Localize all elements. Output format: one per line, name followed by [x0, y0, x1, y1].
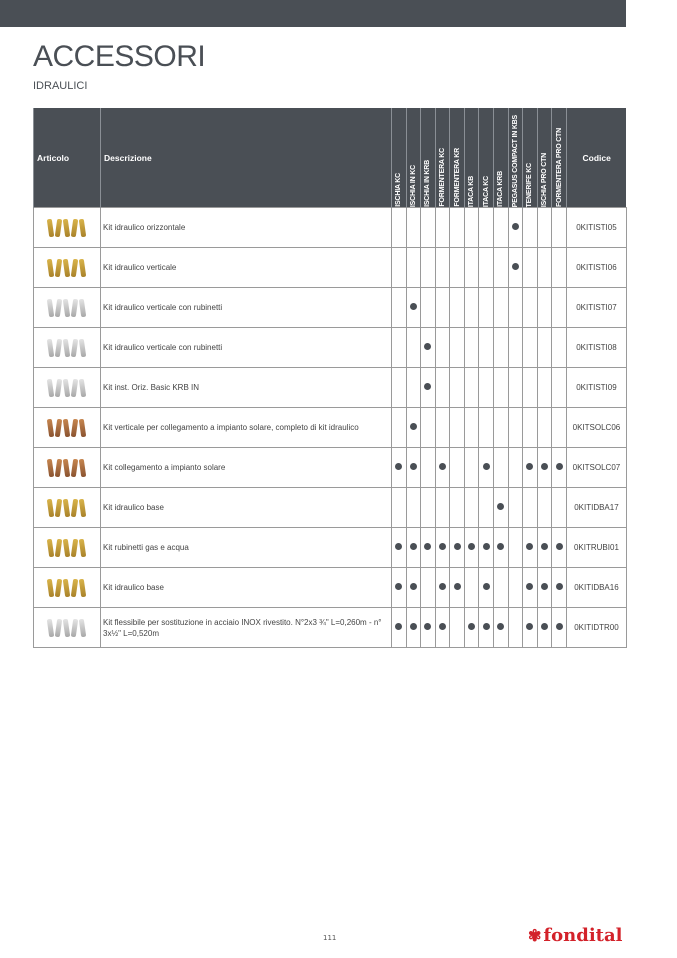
compatibility-cell: [392, 528, 407, 568]
compatibility-cell: [494, 288, 509, 328]
compatibility-cell: [464, 488, 479, 528]
product-code: 0KITSOLC06: [566, 408, 626, 448]
compatibility-cell: [537, 528, 552, 568]
compatibility-cell: [537, 488, 552, 528]
table-row: [34, 488, 627, 528]
compatibility-cell: [552, 528, 567, 568]
table-row: [34, 608, 627, 648]
compatibility-cell: [508, 328, 523, 368]
table-row: [34, 368, 627, 408]
product-image-placeholder: [42, 375, 92, 401]
compatibility-cell: [450, 568, 465, 608]
compatibility-cell: [421, 288, 436, 328]
compatibility-cell: [479, 248, 494, 288]
product-image-placeholder: [42, 215, 92, 241]
compatibility-cell: [523, 288, 538, 328]
compatible-dot-icon: [483, 543, 490, 550]
compatible-dot-icon: [526, 463, 533, 470]
compatibility-cell: [450, 448, 465, 488]
compatible-dot-icon: [439, 463, 446, 470]
compatibility-cell: [508, 528, 523, 568]
compatible-dot-icon: [424, 343, 431, 350]
column-header-model: [464, 108, 479, 208]
compatible-dot-icon: [454, 583, 461, 590]
compatibility-cell: [508, 488, 523, 528]
model-label: FORMENTERA PRO CTN: [555, 128, 563, 207]
product-image-placeholder: [42, 535, 92, 561]
table-row: [34, 208, 627, 248]
product-code: 0KITISTI05: [566, 208, 626, 248]
model-label: ISCHIA IN KRB: [424, 160, 432, 207]
compatibility-cell: [421, 488, 436, 528]
compatible-dot-icon: [410, 543, 417, 550]
compatibility-cell: [392, 568, 407, 608]
compatibility-cell: [552, 488, 567, 528]
compatible-dot-icon: [410, 303, 417, 310]
column-header-model: [435, 108, 450, 208]
compatibility-cell: [450, 248, 465, 288]
compatible-dot-icon: [556, 543, 563, 550]
compatibility-cell: [464, 208, 479, 248]
product-code: 0KITISTI09: [566, 368, 626, 408]
product-description: Kit flessibile per sostituzione in acciaio INOX rivestito. N°2x3 ¾" L=0,260m - n° 3x½" L=0,520m: [101, 608, 392, 648]
compatibility-cell: [406, 408, 421, 448]
compatible-dot-icon: [526, 583, 533, 590]
compatibility-cell: [392, 488, 407, 528]
compatibility-cell: [421, 528, 436, 568]
compatibility-cell: [523, 208, 538, 248]
compatibility-cell: [435, 208, 450, 248]
compatibility-cell: [464, 448, 479, 488]
brand-name: fondital: [543, 925, 623, 946]
table-row: [34, 328, 627, 368]
compatibility-cell: [450, 488, 465, 528]
compatible-dot-icon: [541, 583, 548, 590]
page-number: 111: [323, 934, 337, 942]
product-image: [34, 208, 101, 248]
compatibility-cell: [494, 488, 509, 528]
compatibility-cell: [494, 328, 509, 368]
compatibility-cell: [406, 368, 421, 408]
compatibility-cell: [508, 608, 523, 648]
table-row: [34, 408, 627, 448]
compatibility-cell: [552, 568, 567, 608]
compatibility-cell: [435, 568, 450, 608]
compatibility-cell: [421, 568, 436, 608]
compatibility-cell: [479, 408, 494, 448]
compatibility-cell: [406, 568, 421, 608]
product-code: 0KITRUBI01: [566, 528, 626, 568]
compatibility-cell: [479, 208, 494, 248]
compatibility-cell: [508, 288, 523, 328]
compatibility-cell: [421, 368, 436, 408]
compatibility-cell: [464, 608, 479, 648]
table-row: [34, 528, 627, 568]
product-image: [34, 368, 101, 408]
compatibility-cell: [523, 368, 538, 408]
brand-logo: [528, 925, 622, 946]
compatibility-cell: [494, 528, 509, 568]
compatibility-cell: [508, 448, 523, 488]
model-label: ITACA KC: [482, 175, 490, 207]
compatibility-cell: [392, 448, 407, 488]
column-header-model: [552, 108, 567, 208]
column-header-model: [479, 108, 494, 208]
table-row: [34, 248, 627, 288]
compatibility-cell: [406, 528, 421, 568]
compatibility-cell: [421, 448, 436, 488]
compatible-dot-icon: [395, 463, 402, 470]
compatibility-cell: [552, 248, 567, 288]
product-code: 0KITISTI07: [566, 288, 626, 328]
product-description: Kit idraulico orizzontale: [101, 208, 392, 248]
compatibility-cell: [450, 368, 465, 408]
compatible-dot-icon: [439, 583, 446, 590]
product-image-placeholder: [42, 575, 92, 601]
compatible-dot-icon: [395, 583, 402, 590]
compatibility-cell: [537, 448, 552, 488]
compatible-dot-icon: [424, 623, 431, 630]
compatibility-cell: [421, 208, 436, 248]
compatible-dot-icon: [556, 583, 563, 590]
compatible-dot-icon: [395, 543, 402, 550]
product-image: [34, 408, 101, 448]
compatible-dot-icon: [541, 463, 548, 470]
compatibility-cell: [406, 448, 421, 488]
compatibility-cell: [552, 328, 567, 368]
compatibility-cell: [421, 608, 436, 648]
compatibility-cell: [435, 288, 450, 328]
model-label: ITACA KB: [468, 175, 476, 207]
compatibility-cell: [523, 568, 538, 608]
compatibility-cell: [523, 408, 538, 448]
compatibility-cell: [406, 608, 421, 648]
accessories-table: [33, 108, 627, 648]
product-description: Kit idraulico base: [101, 568, 392, 608]
product-image: [34, 288, 101, 328]
compatibility-cell: [435, 248, 450, 288]
product-image: [34, 608, 101, 648]
compatible-dot-icon: [483, 623, 490, 630]
compatibility-cell: [479, 528, 494, 568]
model-label: ISCHIA PRO CTN: [541, 152, 549, 207]
column-header-model: [450, 108, 465, 208]
compatibility-cell: [479, 608, 494, 648]
compatibility-cell: [537, 248, 552, 288]
table-row: [34, 448, 627, 488]
compatibility-cell: [464, 568, 479, 608]
compatibility-cell: [392, 368, 407, 408]
product-image: [34, 568, 101, 608]
compatibility-cell: [552, 608, 567, 648]
product-code: 0KITIDBA16: [566, 568, 626, 608]
compatibility-cell: [435, 608, 450, 648]
product-image-placeholder: [42, 495, 92, 521]
compatibility-cell: [508, 408, 523, 448]
compatibility-cell: [552, 448, 567, 488]
compatible-dot-icon: [556, 463, 563, 470]
compatible-dot-icon: [439, 543, 446, 550]
compatible-dot-icon: [454, 543, 461, 550]
compatibility-cell: [508, 248, 523, 288]
compatible-dot-icon: [512, 263, 519, 270]
compatibility-cell: [392, 288, 407, 328]
column-header-descrizione: Descrizione: [101, 108, 392, 208]
product-code: 0KITISTI08: [566, 328, 626, 368]
product-image-placeholder: [42, 455, 92, 481]
compatibility-cell: [523, 608, 538, 648]
compatibility-cell: [479, 568, 494, 608]
compatibility-cell: [537, 568, 552, 608]
compatibility-cell: [435, 488, 450, 528]
compatibility-cell: [523, 328, 538, 368]
product-image: [34, 528, 101, 568]
compatibility-cell: [392, 208, 407, 248]
compatibility-cell: [479, 288, 494, 328]
compatibility-cell: [552, 288, 567, 328]
compatibility-cell: [450, 528, 465, 568]
column-header-model: [494, 108, 509, 208]
model-label: FORMENTERA KC: [439, 148, 447, 207]
product-image-placeholder: [42, 255, 92, 281]
product-image: [34, 488, 101, 528]
compatible-dot-icon: [512, 223, 519, 230]
compatibility-cell: [537, 288, 552, 328]
product-description: Kit verticale per collegamento a impianto solare, completo di kit idraulico: [101, 408, 392, 448]
page-title: ACCESSORI: [33, 40, 206, 73]
flower-icon: ✾: [528, 926, 542, 945]
compatibility-cell: [464, 328, 479, 368]
compatible-dot-icon: [395, 623, 402, 630]
compatibility-cell: [552, 368, 567, 408]
compatible-dot-icon: [497, 503, 504, 510]
compatibility-cell: [537, 208, 552, 248]
compatibility-cell: [406, 328, 421, 368]
compatibility-cell: [508, 568, 523, 608]
product-image-placeholder: [42, 335, 92, 361]
compatibility-cell: [392, 328, 407, 368]
compatibility-cell: [421, 408, 436, 448]
compatibility-cell: [494, 248, 509, 288]
compatible-dot-icon: [541, 623, 548, 630]
model-label: ISCHIA IN KC: [409, 164, 417, 207]
compatibility-cell: [552, 408, 567, 448]
product-description: Kit collegamento a impianto solare: [101, 448, 392, 488]
column-header-codice: Codice: [566, 108, 626, 208]
compatible-dot-icon: [541, 543, 548, 550]
compatibility-cell: [464, 368, 479, 408]
compatibility-cell: [494, 208, 509, 248]
table-row: [34, 568, 627, 608]
compatibility-cell: [421, 248, 436, 288]
compatibility-cell: [523, 488, 538, 528]
top-bar: [0, 0, 626, 27]
compatibility-cell: [494, 408, 509, 448]
model-label: FORMENTERA KR: [453, 148, 461, 207]
column-header-model: [523, 108, 538, 208]
compatible-dot-icon: [410, 463, 417, 470]
compatibility-cell: [479, 488, 494, 528]
compatibility-cell: [435, 368, 450, 408]
column-header-model: [421, 108, 436, 208]
compatibility-cell: [508, 208, 523, 248]
compatibility-cell: [435, 528, 450, 568]
compatibility-cell: [450, 408, 465, 448]
compatibility-cell: [464, 288, 479, 328]
compatibility-cell: [494, 448, 509, 488]
compatibility-cell: [508, 368, 523, 408]
compatibility-cell: [479, 368, 494, 408]
column-header-articolo: Articolo: [34, 108, 101, 208]
product-description: Kit idraulico verticale: [101, 248, 392, 288]
compatibility-cell: [450, 208, 465, 248]
product-code: 0KITSOLC07: [566, 448, 626, 488]
product-description: Kit rubinetti gas e acqua: [101, 528, 392, 568]
column-header-model: [392, 108, 407, 208]
product-image: [34, 248, 101, 288]
column-header-model: [508, 108, 523, 208]
product-code: 0KITISTI06: [566, 248, 626, 288]
model-label: ITACA KRB: [497, 171, 505, 207]
compatible-dot-icon: [424, 383, 431, 390]
model-label: ISCHIA KC: [395, 173, 403, 207]
compatibility-cell: [450, 288, 465, 328]
compatible-dot-icon: [497, 623, 504, 630]
compatibility-cell: [392, 408, 407, 448]
compatibility-cell: [435, 408, 450, 448]
product-description: Kit idraulico base: [101, 488, 392, 528]
compatibility-cell: [494, 368, 509, 408]
compatibility-cell: [392, 248, 407, 288]
model-label: PEGASUS COMPACT IN KBS: [511, 114, 519, 207]
compatible-dot-icon: [497, 543, 504, 550]
compatibility-cell: [479, 448, 494, 488]
product-image-placeholder: [42, 415, 92, 441]
column-header-model: [406, 108, 421, 208]
compatibility-cell: [479, 328, 494, 368]
compatibility-cell: [435, 328, 450, 368]
product-description: Kit inst. Oriz. Basic KRB IN: [101, 368, 392, 408]
compatibility-cell: [421, 328, 436, 368]
product-description: Kit idraulico verticale con rubinetti: [101, 288, 392, 328]
compatible-dot-icon: [556, 623, 563, 630]
compatible-dot-icon: [483, 583, 490, 590]
compatibility-cell: [435, 448, 450, 488]
compatibility-cell: [523, 448, 538, 488]
compatible-dot-icon: [526, 623, 533, 630]
compatibility-cell: [523, 528, 538, 568]
column-header-model: [537, 108, 552, 208]
compatibility-cell: [537, 328, 552, 368]
compatibility-cell: [450, 608, 465, 648]
product-image-placeholder: [42, 295, 92, 321]
product-image: [34, 448, 101, 488]
compatibility-cell: [392, 608, 407, 648]
compatibility-cell: [450, 328, 465, 368]
compatible-dot-icon: [410, 583, 417, 590]
compatible-dot-icon: [468, 543, 475, 550]
product-code: 0KITIDBA17: [566, 488, 626, 528]
compatibility-cell: [537, 368, 552, 408]
compatible-dot-icon: [424, 543, 431, 550]
compatibility-cell: [406, 488, 421, 528]
compatible-dot-icon: [526, 543, 533, 550]
compatibility-cell: [406, 248, 421, 288]
compatibility-cell: [537, 408, 552, 448]
product-image-placeholder: [42, 615, 92, 641]
compatibility-cell: [464, 528, 479, 568]
page-subtitle: IDRAULICI: [33, 80, 88, 92]
model-label: TENERIFE KC: [526, 162, 534, 207]
product-image: [34, 328, 101, 368]
compatible-dot-icon: [439, 623, 446, 630]
compatibility-cell: [464, 248, 479, 288]
compatible-dot-icon: [410, 423, 417, 430]
compatible-dot-icon: [468, 623, 475, 630]
compatibility-cell: [552, 208, 567, 248]
compatibility-cell: [523, 248, 538, 288]
compatibility-cell: [494, 568, 509, 608]
compatible-dot-icon: [410, 623, 417, 630]
product-code: 0KITIDTR00: [566, 608, 626, 648]
compatibility-cell: [406, 288, 421, 328]
compatibility-cell: [537, 608, 552, 648]
compatibility-cell: [494, 608, 509, 648]
compatibility-cell: [406, 208, 421, 248]
compatible-dot-icon: [483, 463, 490, 470]
compatibility-cell: [464, 408, 479, 448]
product-description: Kit idraulico verticale con rubinetti: [101, 328, 392, 368]
table-row: [34, 288, 627, 328]
